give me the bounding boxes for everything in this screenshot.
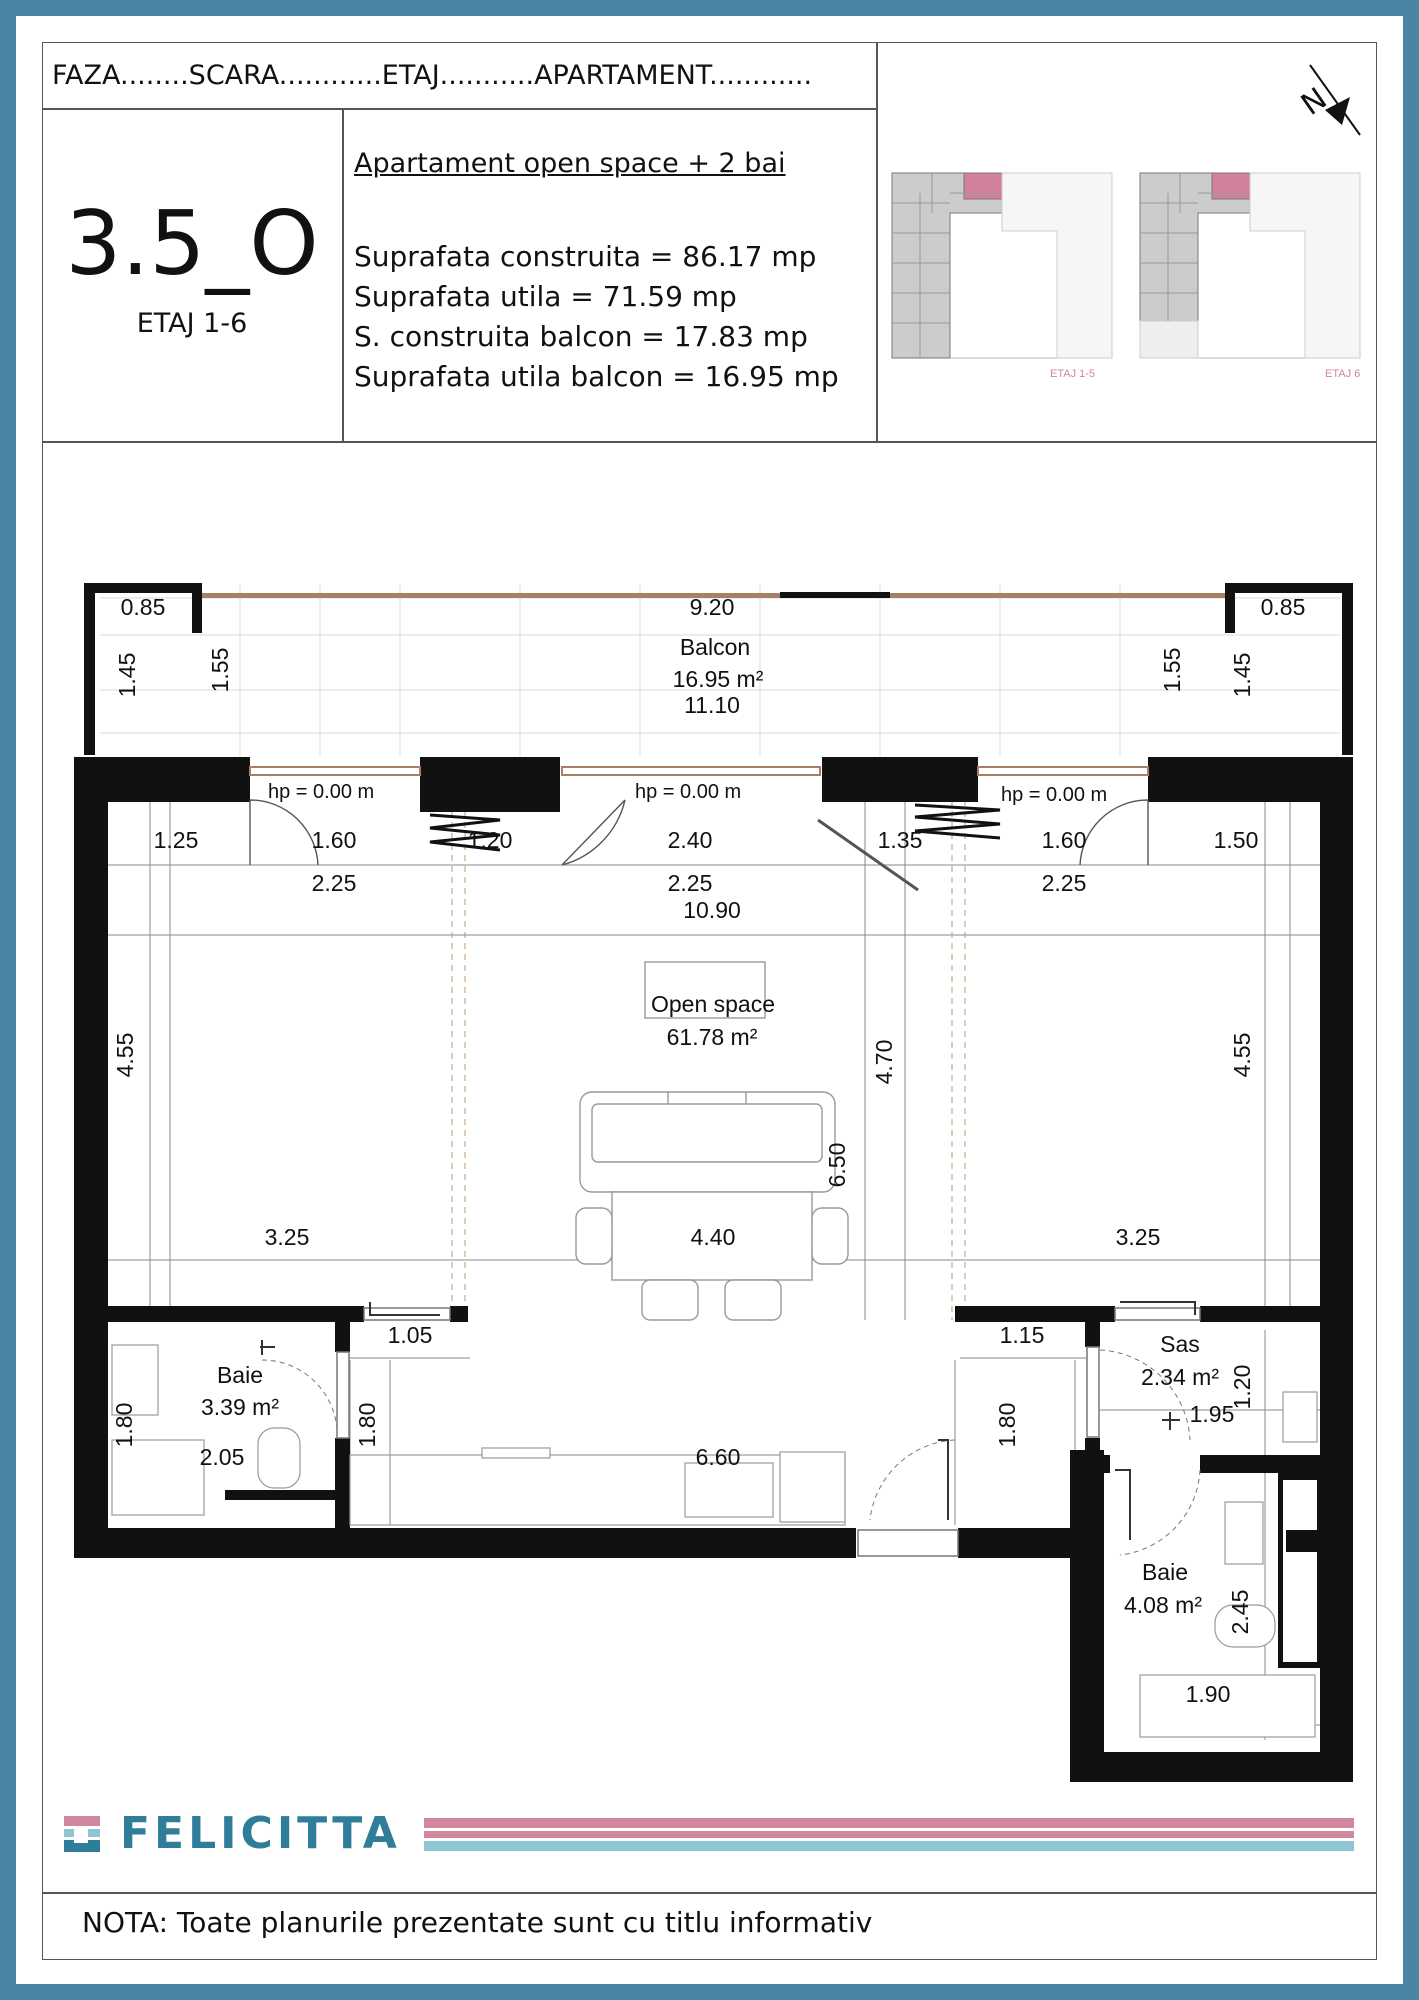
dim-1090: 10.90 — [683, 897, 741, 923]
key-plan-label-2: ETAJ 6 — [1325, 368, 1361, 380]
washer-icon — [1283, 1392, 1317, 1442]
felicitta-logo-icon — [64, 1816, 104, 1856]
hp-label-2: hp = 0.00 m — [635, 781, 742, 803]
window-frames — [250, 767, 1148, 775]
room-area-balcon: 16.95 m² — [672, 666, 764, 692]
kitchen-counter — [350, 1448, 845, 1525]
dim-245: 2.45 — [1227, 1589, 1253, 1635]
dim-120: 1.20 — [467, 827, 513, 853]
room-name-open-space: Open space — [650, 991, 776, 1017]
toilet-icon — [258, 1428, 300, 1488]
stat-built-area: Suprafata construita = 86.17 mp — [354, 240, 817, 273]
dim-160-right: 1.60 — [1041, 827, 1087, 853]
dim-balcon-height-right: 1.55 — [1159, 647, 1185, 693]
dim-455-left: 4.55 — [112, 1032, 138, 1078]
dim-balcon-left-width: 0.85 — [120, 594, 166, 620]
dim-325-left: 3.25 — [264, 1224, 310, 1250]
dim-balcon-right-width: 0.85 — [1260, 594, 1306, 620]
footer-note: NOTA: Toate planurile prezentate sunt cu titlu informativ — [82, 1906, 873, 1939]
sink-icon — [685, 1463, 773, 1517]
dim-125: 1.25 — [153, 827, 199, 853]
dim-balcon-length: 11.10 — [684, 692, 740, 718]
dim-225-mid: 2.25 — [667, 870, 713, 896]
dim-160-left: 1.60 — [311, 827, 357, 853]
stat-balcony-usable: Suprafata utila balcon = 16.95 mp — [354, 360, 839, 393]
room-name-balcon: Balcon — [679, 634, 751, 660]
floor-label: ETAJ 1-6 — [136, 308, 248, 339]
dim-150: 1.50 — [1213, 827, 1259, 853]
hp-label-3: hp = 0.00 m — [1001, 784, 1108, 806]
dim-190: 1.90 — [1185, 1681, 1231, 1707]
dim-325-right: 3.25 — [1115, 1224, 1161, 1250]
faza-line: FAZA........SCARA............ETAJ...........APARTAMENT............ — [52, 60, 813, 91]
dim-balcon-height-left-2: 1.55 — [207, 647, 233, 693]
hp-label-1: hp = 0.00 m — [268, 781, 375, 803]
stat-usable-area: Suprafata utila = 71.59 mp — [354, 280, 737, 313]
room-name-baie-2: Baie — [1141, 1559, 1189, 1585]
dim-105: 1.05 — [387, 1322, 433, 1348]
dim-205: 2.05 — [199, 1444, 245, 1470]
dim-180-baie: 1.80 — [111, 1402, 137, 1448]
room-name-sas: Sas — [1160, 1331, 1200, 1357]
dim-650: 6.50 — [824, 1142, 850, 1188]
fridge-icon — [780, 1452, 845, 1522]
dim-660: 6.60 — [695, 1444, 741, 1470]
dim-balcon-height-left: 1.45 — [114, 652, 140, 698]
dim-195: 1.95 — [1189, 1401, 1235, 1427]
brand-stripes — [424, 1818, 1354, 1854]
dim-115: 1.15 — [999, 1322, 1045, 1348]
shaft-mark — [1286, 1530, 1318, 1552]
dim-470: 4.70 — [871, 1039, 897, 1085]
dim-balcon-height-right-2: 1.45 — [1229, 652, 1255, 698]
svg-text:N: N — [1295, 81, 1334, 123]
dim-225-right: 2.25 — [1041, 870, 1087, 896]
shaft — [1283, 1480, 1317, 1662]
room-area-baie-1: 3.39 m² — [201, 1394, 279, 1420]
key-plan-label-1: ETAJ 1-5 — [1050, 368, 1096, 380]
shower-icon — [112, 1440, 204, 1515]
room-name-baie-1: Baie — [216, 1362, 264, 1388]
apartment-code: 3.5_O — [65, 192, 319, 295]
dim-balcon-total: 9.20 — [689, 594, 735, 620]
dim-455-right: 4.55 — [1229, 1032, 1255, 1078]
balcony-railing-post — [780, 592, 890, 598]
room-area-sas: 2.34 m² — [1141, 1364, 1219, 1390]
apartment-title: Apartament open space + 2 bai — [354, 148, 786, 179]
footer-divider — [42, 1892, 1377, 1894]
dim-180-kitchen: 1.80 — [354, 1402, 380, 1448]
dim-135: 1.35 — [877, 827, 923, 853]
stove-icon — [482, 1448, 550, 1458]
dim-180-right: 1.80 — [994, 1402, 1020, 1448]
brand-name: FELICITTA — [120, 1808, 401, 1859]
dim-225-left: 2.25 — [311, 870, 357, 896]
sink-icon-2 — [1225, 1502, 1263, 1564]
dim-240: 2.40 — [667, 827, 713, 853]
room-area-open-space: 61.78 m² — [666, 1024, 758, 1050]
room-area-baie-2: 4.08 m² — [1124, 1592, 1202, 1618]
dim-120-sas: 1.20 — [1229, 1364, 1255, 1410]
dim-440: 4.40 — [690, 1224, 736, 1250]
stat-balcony-built: S. construita balcon = 17.83 mp — [354, 320, 808, 353]
